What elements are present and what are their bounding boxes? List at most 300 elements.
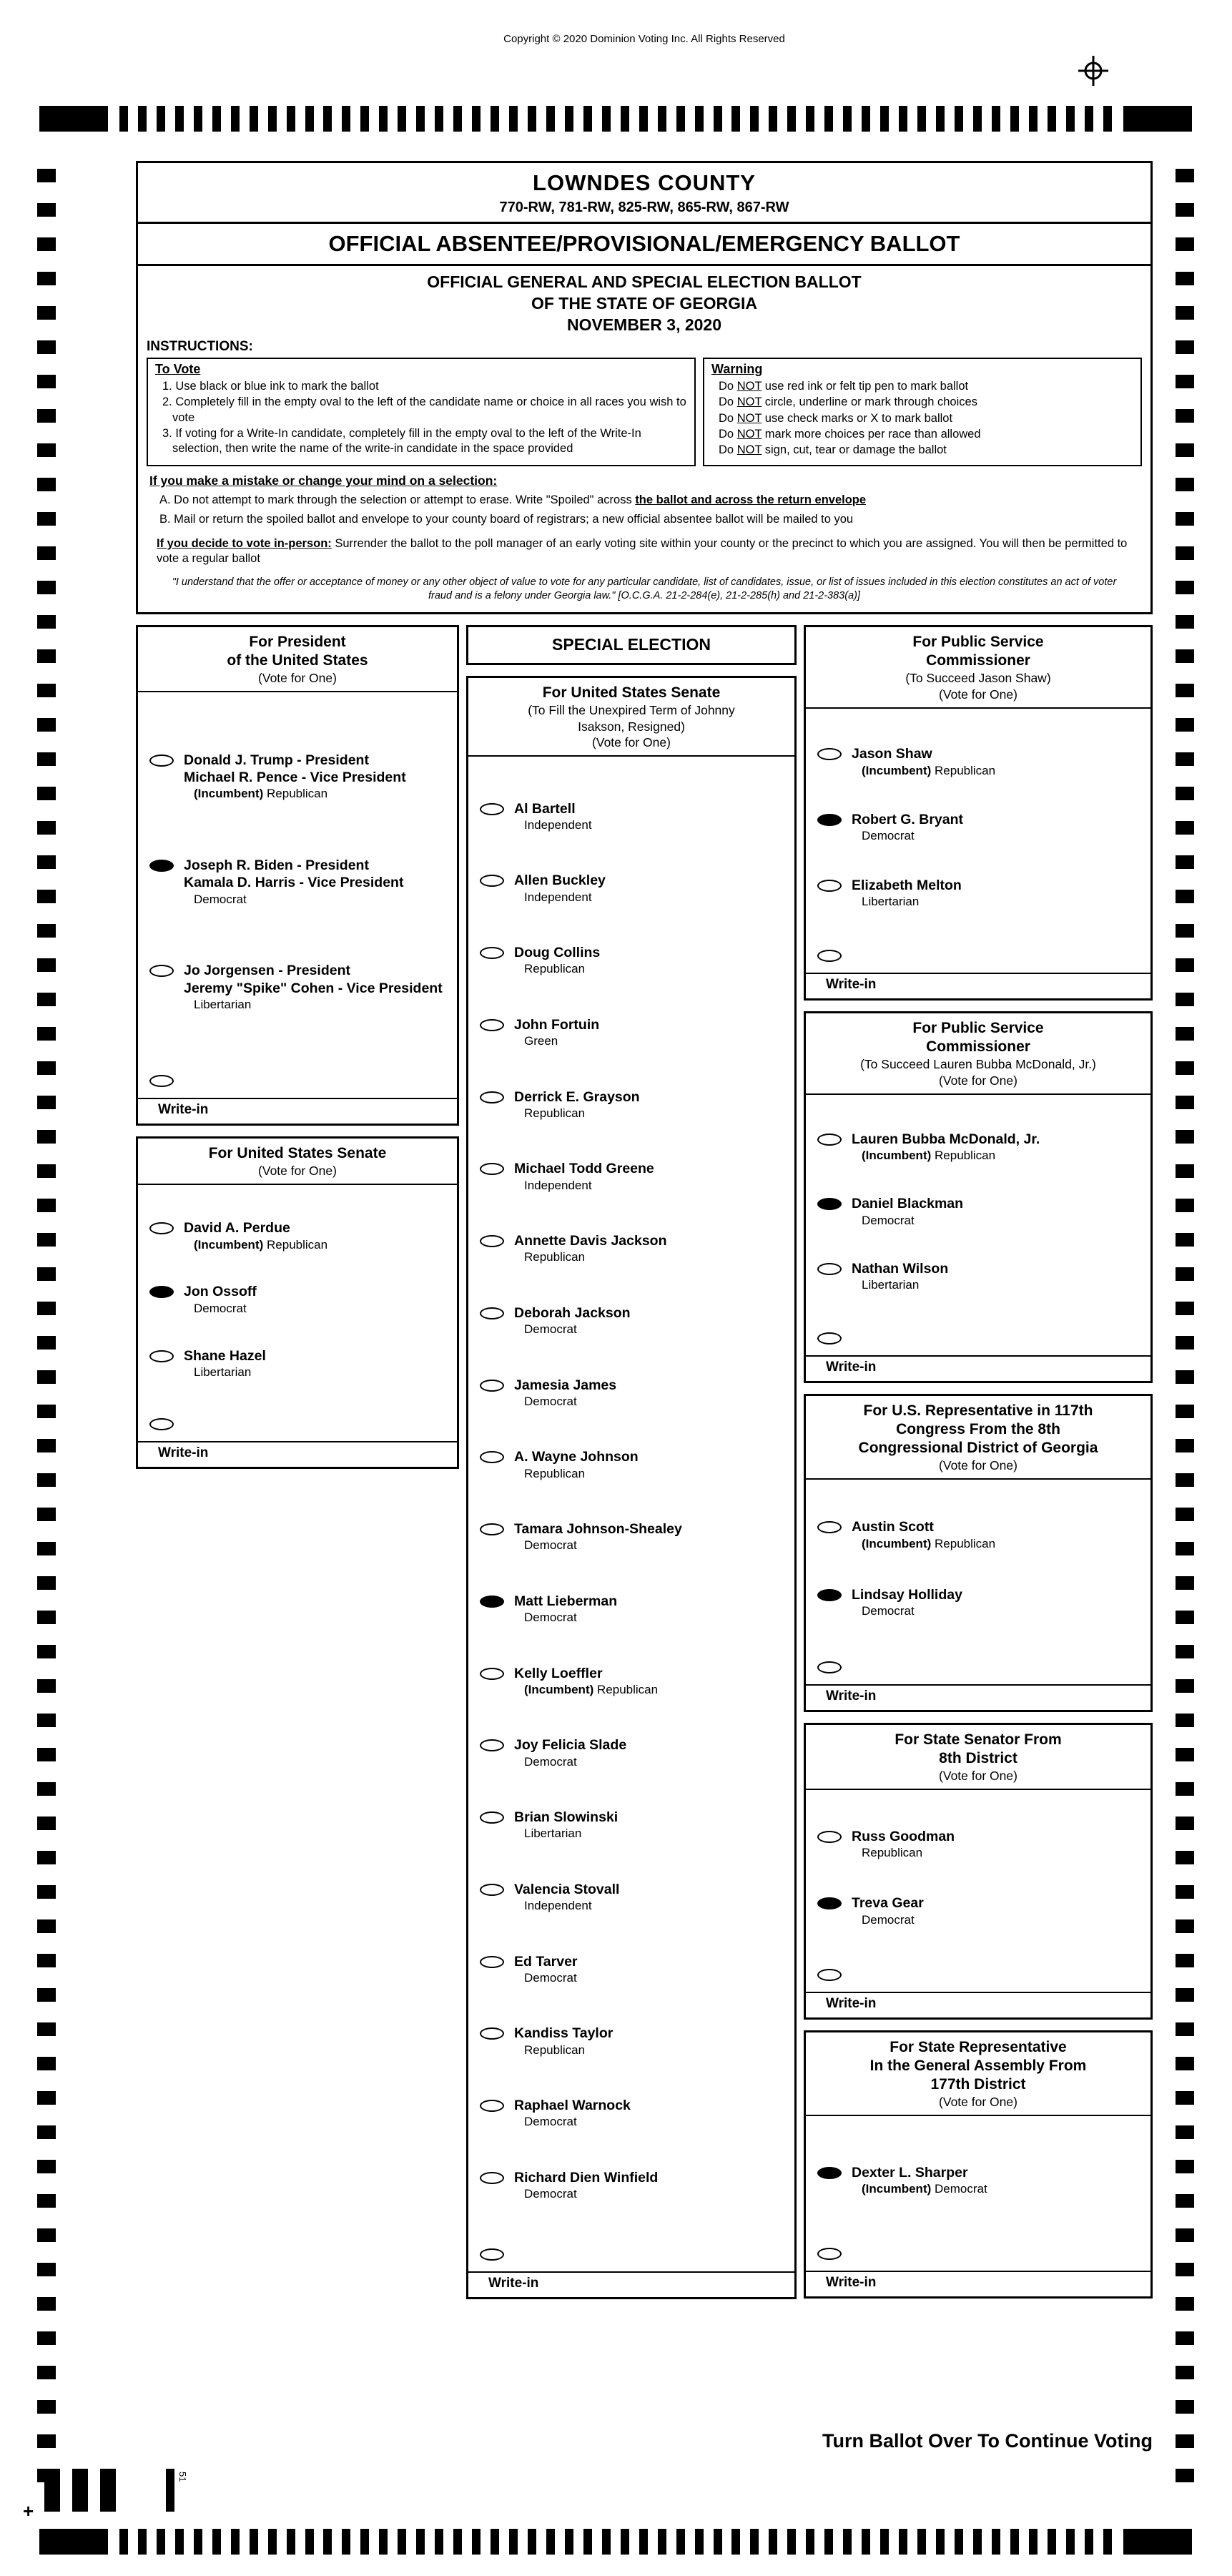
timing-mark	[37, 1233, 56, 1247]
timing-mark	[1176, 1919, 1194, 1933]
candidate-oval[interactable]	[480, 1523, 504, 1535]
race-title: For United States Senate	[208, 1144, 387, 1161]
timing-mark	[37, 1370, 56, 1384]
candidate-oval[interactable]	[480, 875, 504, 887]
candidate-text	[514, 1953, 578, 1986]
candidate-oval[interactable]	[817, 814, 842, 826]
timing-mark	[695, 106, 704, 132]
timing-mark	[250, 2529, 258, 2555]
candidate-oval[interactable]	[480, 1019, 504, 1031]
timing-mark	[1176, 272, 1194, 285]
timing-mark	[379, 106, 388, 132]
timing-mark	[37, 855, 56, 869]
warning-item: Do NOT circle, underline or mark through choices	[719, 395, 977, 409]
timing-mark	[936, 106, 945, 132]
timing-mark	[37, 237, 56, 251]
candidate-party: Democrat	[524, 1394, 577, 1408]
candidate-oval[interactable]	[480, 1811, 504, 1824]
race-header	[806, 1013, 1150, 1095]
candidate-oval[interactable]	[480, 1596, 504, 1608]
timing-mark	[1176, 1370, 1194, 1384]
timing-mark	[583, 2529, 592, 2555]
timing-marks-bottom	[39, 2529, 1192, 2555]
race-title: In the General Assembly From	[869, 2057, 1087, 2074]
timing-mark	[1176, 237, 1194, 251]
timing-marks-right	[1176, 169, 1194, 2482]
candidate-party: Democrat	[524, 2187, 577, 2201]
candidate-name: Jo Jorgensen - President	[184, 963, 350, 979]
candidate-name: Joseph R. Biden - President	[184, 857, 369, 873]
timing-mark	[323, 106, 332, 132]
timing-mark	[268, 106, 277, 132]
candidate-party: (Incumbent) Republican	[862, 1536, 996, 1550]
write-in-oval[interactable]	[149, 1418, 174, 1430]
ballot	[136, 161, 1153, 2310]
timing-mark	[1103, 2529, 1112, 2555]
candidate-row	[138, 1219, 457, 1252]
candidate-text	[514, 1377, 616, 1410]
in-person-section	[157, 536, 1139, 567]
timing-mark	[1176, 718, 1194, 732]
candidate-name: Kamala D. Harris - Vice President	[184, 875, 404, 891]
write-in-oval[interactable]	[817, 1661, 842, 1673]
candidate-oval[interactable]	[817, 1897, 842, 1909]
candidate-oval[interactable]	[480, 2172, 504, 2184]
race-header	[468, 678, 794, 757]
timing-mark	[1176, 1748, 1194, 1761]
candidate-oval[interactable]	[480, 947, 504, 959]
timing-mark	[37, 272, 56, 285]
candidate-row	[806, 811, 1150, 844]
write-in-oval[interactable]	[817, 1969, 842, 1981]
timing-mark	[453, 106, 462, 132]
race-box	[466, 676, 797, 2299]
timing-mark	[194, 106, 202, 132]
timing-mark	[37, 2125, 56, 2139]
timing-mark	[37, 1748, 56, 1761]
timing-mark	[955, 2529, 963, 2555]
candidate-oval[interactable]	[480, 1380, 504, 1392]
timing-mark	[119, 106, 128, 132]
race-header	[138, 1139, 457, 1185]
timing-mark	[37, 1542, 56, 1555]
timing-mark	[37, 1130, 56, 1144]
candidate-oval[interactable]	[817, 748, 842, 760]
timing-mark	[787, 106, 796, 132]
timing-mark	[787, 2529, 796, 2555]
candidate-text	[514, 1088, 640, 1121]
candidate-name: Jamesia James	[514, 1377, 617, 1393]
in-person-lead: If you decide to vote in-person:	[157, 536, 332, 550]
timing-mark	[360, 106, 369, 132]
candidate-name: Austin Scott	[852, 1519, 934, 1535]
timing-mark	[37, 2434, 56, 2448]
candidate-name: Al Bartell	[514, 800, 576, 817]
write-in-section	[138, 1415, 457, 1467]
candidate-name: Raphael Warnock	[514, 2098, 631, 2114]
write-in-label: Write-in	[826, 1995, 877, 2011]
timing-mark	[602, 2529, 611, 2555]
voter-oath: "I understand that the offer or acceptance of money or any other object of value to vote for any particular candidate, list of candidates, issue, or list of issues included in this election constitutes an act of voter fraud and is a felony under Georgia law." [O.C.G.A. 21-2-284(e), 21-2-285(h) and 21-2-383(a)]	[172, 576, 1117, 602]
candidate-text	[514, 872, 606, 905]
candidate-oval[interactable]	[817, 1589, 842, 1601]
candidate-oval[interactable]	[480, 803, 504, 815]
candidate-party: Libertarian	[862, 1278, 920, 1292]
precinct-codes: 770-RW, 781-RW, 825-RW, 865-RW, 867-RW	[499, 200, 789, 215]
timing-mark	[1066, 106, 1075, 132]
write-in-oval[interactable]	[817, 950, 842, 962]
timing-mark	[1176, 306, 1194, 320]
mistake-item-b: B. Mail or return the spoiled ballot and envelope to your county board of registrars; a new official absentee ballot will be mailed to you	[159, 513, 854, 526]
candidate-oval[interactable]	[480, 1307, 504, 1319]
timing-mark	[1176, 2400, 1194, 2414]
candidate-oval[interactable]	[480, 1163, 504, 1175]
timing-mark	[676, 106, 685, 132]
candidate-party: Green	[524, 1034, 558, 1048]
race-vote-for: (Vote for One)	[939, 2095, 1017, 2110]
calibration-bar	[166, 2469, 174, 2512]
candidate-row	[138, 962, 457, 1013]
candidate-name: Valencia Stovall	[514, 1881, 620, 1897]
candidate-oval[interactable]	[817, 1198, 842, 1210]
write-in-row	[806, 1966, 1150, 1985]
candidate-text	[514, 2097, 631, 2130]
to-vote-item: 1. Use black or blue ink to mark the ballot	[162, 379, 379, 393]
registration-crosshair-icon	[1077, 54, 1110, 87]
timing-mark	[305, 2529, 314, 2555]
candidate-row	[806, 1518, 1150, 1551]
timing-mark	[37, 1199, 56, 1212]
candidate-name: Donald J. Trump - President	[184, 752, 369, 768]
instructions-label: INSTRUCTIONS:	[147, 338, 253, 354]
timing-mark	[1176, 993, 1194, 1006]
candidate-row	[468, 2025, 794, 2058]
candidate-oval[interactable]	[480, 1739, 504, 1751]
timing-mark	[509, 106, 518, 132]
candidate-oval[interactable]	[480, 1091, 504, 1103]
candidate-name: Lauren Bubba McDonald, Jr.	[852, 1131, 1040, 1147]
race-box	[136, 625, 459, 1126]
timing-mark	[621, 2529, 629, 2555]
timing-mark	[695, 2529, 704, 2555]
candidate-row	[806, 2164, 1150, 2197]
candidate-oval[interactable]	[149, 860, 174, 872]
write-in-section	[806, 1658, 1150, 1710]
candidate-oval[interactable]	[149, 1222, 174, 1234]
candidate-party: Democrat	[862, 1604, 915, 1618]
timing-mark	[37, 1714, 56, 1727]
candidate-party: Libertarian	[194, 1365, 252, 1379]
write-in-oval[interactable]	[480, 2248, 504, 2261]
timing-mark	[37, 1679, 56, 1693]
timing-mark	[1085, 2529, 1093, 2555]
race-header	[138, 627, 457, 692]
race-header	[806, 1396, 1150, 1480]
timing-mark	[1176, 684, 1194, 697]
to-vote-box	[147, 358, 696, 466]
candidate-party: Republican	[862, 1846, 923, 1860]
timing-mark	[1176, 1782, 1194, 1796]
to-vote-title: To Vote	[155, 361, 201, 376]
timing-mark	[37, 993, 56, 1006]
timing-mark	[491, 106, 499, 132]
timing-mark	[1176, 1302, 1194, 1315]
timing-mark	[1176, 2469, 1194, 2482]
candidate-row	[806, 1586, 1150, 1619]
timing-mark	[37, 546, 56, 560]
timing-mark	[1029, 2529, 1038, 2555]
timing-mark	[1176, 2125, 1194, 2139]
timing-mark	[37, 615, 56, 629]
candidate-name: Daniel Blackman	[852, 1196, 964, 1212]
write-in-row	[806, 1329, 1150, 1348]
candidate-text	[514, 1881, 619, 1914]
write-in-oval[interactable]	[817, 2248, 842, 2260]
timing-mark	[37, 1988, 56, 2002]
in-person-text: Surrender the ballot to the poll manager of an early voting site within your county or the precinct to which you are assigned. You will then be permitted to vote a regular ballot	[157, 536, 1128, 566]
candidate-name: Michael R. Pence - Vice President	[184, 769, 406, 785]
timing-mark	[323, 2529, 332, 2555]
candidate-row	[468, 1881, 794, 1914]
timing-mark	[917, 106, 926, 132]
candidate-party: Democrat	[862, 1912, 915, 1927]
timing-mark	[37, 2400, 56, 2414]
timing-mark	[37, 890, 56, 903]
timing-mark	[157, 2529, 165, 2555]
timing-mark-strip	[108, 106, 1123, 132]
candidate-row	[138, 752, 457, 802]
write-in-oval[interactable]	[817, 1332, 842, 1344]
warning-item: Do NOT sign, cut, tear or damage the ballot	[719, 443, 947, 457]
candidate-party: Libertarian	[862, 895, 920, 909]
timing-mark	[824, 2529, 833, 2555]
timing-mark	[1176, 2434, 1194, 2448]
candidate-text	[184, 1283, 257, 1316]
timing-mark	[1176, 2091, 1194, 2105]
race-subtitle: Isakson, Resigned)	[578, 719, 685, 734]
timing-mark	[1176, 1679, 1194, 1693]
candidate-oval[interactable]	[149, 1350, 174, 1362]
instructions-row	[147, 358, 1142, 466]
candidate-row	[468, 1809, 794, 1842]
special-election-banner: SPECIAL ELECTION	[466, 625, 797, 665]
candidate-name: Jon Ossoff	[184, 1284, 257, 1300]
candidate-name: Shane Hazel	[184, 1347, 266, 1364]
candidate-text	[852, 1195, 963, 1228]
timing-mark	[509, 2529, 518, 2555]
mistake-item-a-text: A. Do not attempt to mark through the selection or attempt to erase. Write "Spoiled" across	[159, 493, 636, 506]
timing-mark	[398, 2529, 406, 2555]
timing-mark	[824, 106, 833, 132]
timing-mark	[1176, 1885, 1194, 1899]
candidate-oval[interactable]	[149, 754, 174, 767]
timing-mark	[1176, 2022, 1194, 2036]
timing-mark	[1176, 1714, 1194, 1727]
candidate-party: Independent	[524, 890, 592, 904]
candidate-name: Russ Goodman	[852, 1828, 955, 1844]
race-subtitle: (To Succeed Jason Shaw)	[905, 671, 1051, 686]
timing-mark	[1176, 2366, 1194, 2379]
candidate-text	[852, 2164, 987, 2197]
timing-mark	[1176, 2331, 1194, 2345]
timing-mark	[37, 409, 56, 423]
timing-mark	[1176, 1336, 1194, 1350]
candidate-row	[468, 1160, 794, 1193]
candidate-oval[interactable]	[480, 1884, 504, 1896]
race-vote-for: (Vote for One)	[592, 735, 671, 750]
timing-mark	[769, 2529, 777, 2555]
candidate-list	[806, 2116, 1150, 2245]
timing-mark	[37, 1817, 56, 1830]
timing-mark	[843, 2529, 852, 2555]
candidate-list	[806, 1095, 1150, 1329]
timing-mark	[435, 2529, 443, 2555]
race-box	[804, 625, 1153, 1001]
timing-mark	[37, 203, 56, 217]
county-name: LOWNDES COUNTY	[533, 170, 756, 195]
timing-mark	[342, 2529, 350, 2555]
candidate-party: Democrat	[194, 892, 247, 906]
write-in-oval[interactable]	[149, 1075, 174, 1087]
timing-mark	[268, 2529, 277, 2555]
timing-mark	[342, 106, 350, 132]
candidate-name: Derrick E. Grayson	[514, 1088, 640, 1105]
warning-item: Do NOT use check marks or X to mark ballot	[719, 411, 953, 425]
candidate-oval[interactable]	[480, 1235, 504, 1247]
candidate-name: Doug Collins	[514, 945, 601, 961]
timing-mark	[602, 106, 611, 132]
timing-mark	[862, 2529, 870, 2555]
race-title: For State Representative	[889, 2038, 1067, 2055]
timing-mark	[1176, 1817, 1194, 1830]
candidate-oval[interactable]	[149, 965, 174, 977]
candidate-name: Kelly Loeffler	[514, 1665, 603, 1681]
candidate-oval[interactable]	[817, 1263, 842, 1275]
race-subtitle: (To Fill the Unexpired Term of Johnny	[528, 702, 735, 717]
timing-mark	[1048, 106, 1056, 132]
timing-mark	[1176, 443, 1194, 457]
timing-mark	[862, 106, 870, 132]
timing-mark	[37, 2297, 56, 2311]
candidate-party: Republican	[524, 962, 586, 976]
candidate-oval[interactable]	[480, 2027, 504, 2040]
race-title: Commissioner	[926, 652, 1030, 669]
candidate-text	[852, 745, 995, 778]
timing-mark	[37, 1096, 56, 1109]
timing-mark	[37, 2091, 56, 2105]
race-vote-for: (Vote for One)	[939, 1458, 1017, 1473]
timing-mark	[546, 106, 555, 132]
candidate-oval[interactable]	[480, 2100, 504, 2112]
write-in-row	[468, 2246, 794, 2264]
race-title: For President	[249, 633, 346, 650]
candidate-name: Elizabeth Melton	[852, 877, 962, 893]
timing-mark	[37, 1336, 56, 1350]
timing-mark	[973, 106, 982, 132]
timing-mark	[37, 1851, 56, 1864]
timing-mark	[287, 106, 295, 132]
sheet-number: 51	[177, 2472, 188, 2482]
candidate-text	[514, 1520, 682, 1553]
write-in-label: Write-in	[488, 2275, 539, 2291]
race-vote-for: (Vote for One)	[939, 1073, 1017, 1088]
timing-mark	[955, 106, 963, 132]
timing-mark	[1085, 106, 1093, 132]
timing-mark	[37, 1267, 56, 1281]
race-title: For State Senator From	[895, 1731, 1062, 1748]
calibration-bar	[72, 2469, 88, 2512]
timing-mark	[1176, 203, 1194, 217]
timing-marks-top	[39, 106, 1192, 132]
candidate-row	[806, 1894, 1150, 1927]
race-box	[136, 1136, 459, 1469]
candidate-text	[852, 1828, 955, 1861]
timing-mark	[1176, 752, 1194, 766]
warning-item: Do NOT mark more choices per race than allowed	[719, 427, 981, 441]
candidate-oval[interactable]	[817, 1831, 842, 1843]
timing-mark	[1176, 649, 1194, 663]
timing-mark	[37, 2057, 56, 2070]
timing-mark	[899, 2529, 907, 2555]
timing-mark	[621, 106, 629, 132]
timing-mark	[639, 106, 648, 132]
candidate-text	[184, 857, 403, 908]
contest-column-1	[136, 625, 459, 1480]
candidate-text	[514, 1160, 654, 1193]
write-in-section	[806, 947, 1150, 998]
candidate-oval[interactable]	[817, 880, 842, 892]
race-title: Commissioner	[926, 1038, 1030, 1055]
candidate-oval[interactable]	[817, 1521, 842, 1533]
timing-mark	[37, 1611, 56, 1624]
candidate-name: Joy Felicia Slade	[514, 1737, 627, 1754]
timing-mark	[435, 106, 443, 132]
candidate-oval[interactable]	[817, 1134, 842, 1146]
candidate-text	[514, 1809, 618, 1842]
candidate-oval[interactable]	[149, 1286, 174, 1298]
candidate-oval[interactable]	[817, 2167, 842, 2179]
timing-mark	[250, 106, 258, 132]
to-vote-item: 2. Completely fill in the empty oval to the left of the candidate name or choice in all races you wish to vote	[162, 395, 686, 424]
timing-mark	[1176, 958, 1194, 972]
candidate-text	[184, 962, 443, 1013]
write-in-section	[806, 1329, 1150, 1381]
timing-mark	[1176, 1199, 1194, 1212]
candidate-oval[interactable]	[480, 1956, 504, 1968]
candidate-party: Republican	[524, 2042, 586, 2057]
timing-mark	[528, 2529, 536, 2555]
timing-mark	[37, 684, 56, 697]
candidate-oval[interactable]	[480, 1451, 504, 1463]
candidate-text	[514, 1665, 658, 1698]
timing-mark	[639, 2529, 648, 2555]
write-in-row	[138, 1072, 457, 1091]
candidate-text	[852, 1894, 924, 1927]
candidate-oval[interactable]	[480, 1668, 504, 1680]
contest-columns	[136, 625, 1153, 2310]
timing-mark	[1029, 106, 1038, 132]
candidate-text	[852, 1586, 962, 1619]
candidate-row	[806, 1131, 1150, 1164]
candidate-list	[138, 692, 457, 1072]
timing-mark	[1176, 581, 1194, 594]
timing-mark	[37, 2194, 56, 2208]
timing-mark	[1123, 2529, 1192, 2555]
timing-mark	[546, 2529, 555, 2555]
candidate-party: Republican	[524, 1466, 586, 1480]
timing-mark	[37, 1027, 56, 1041]
race-title: Congress From the 8th	[896, 1420, 1060, 1437]
